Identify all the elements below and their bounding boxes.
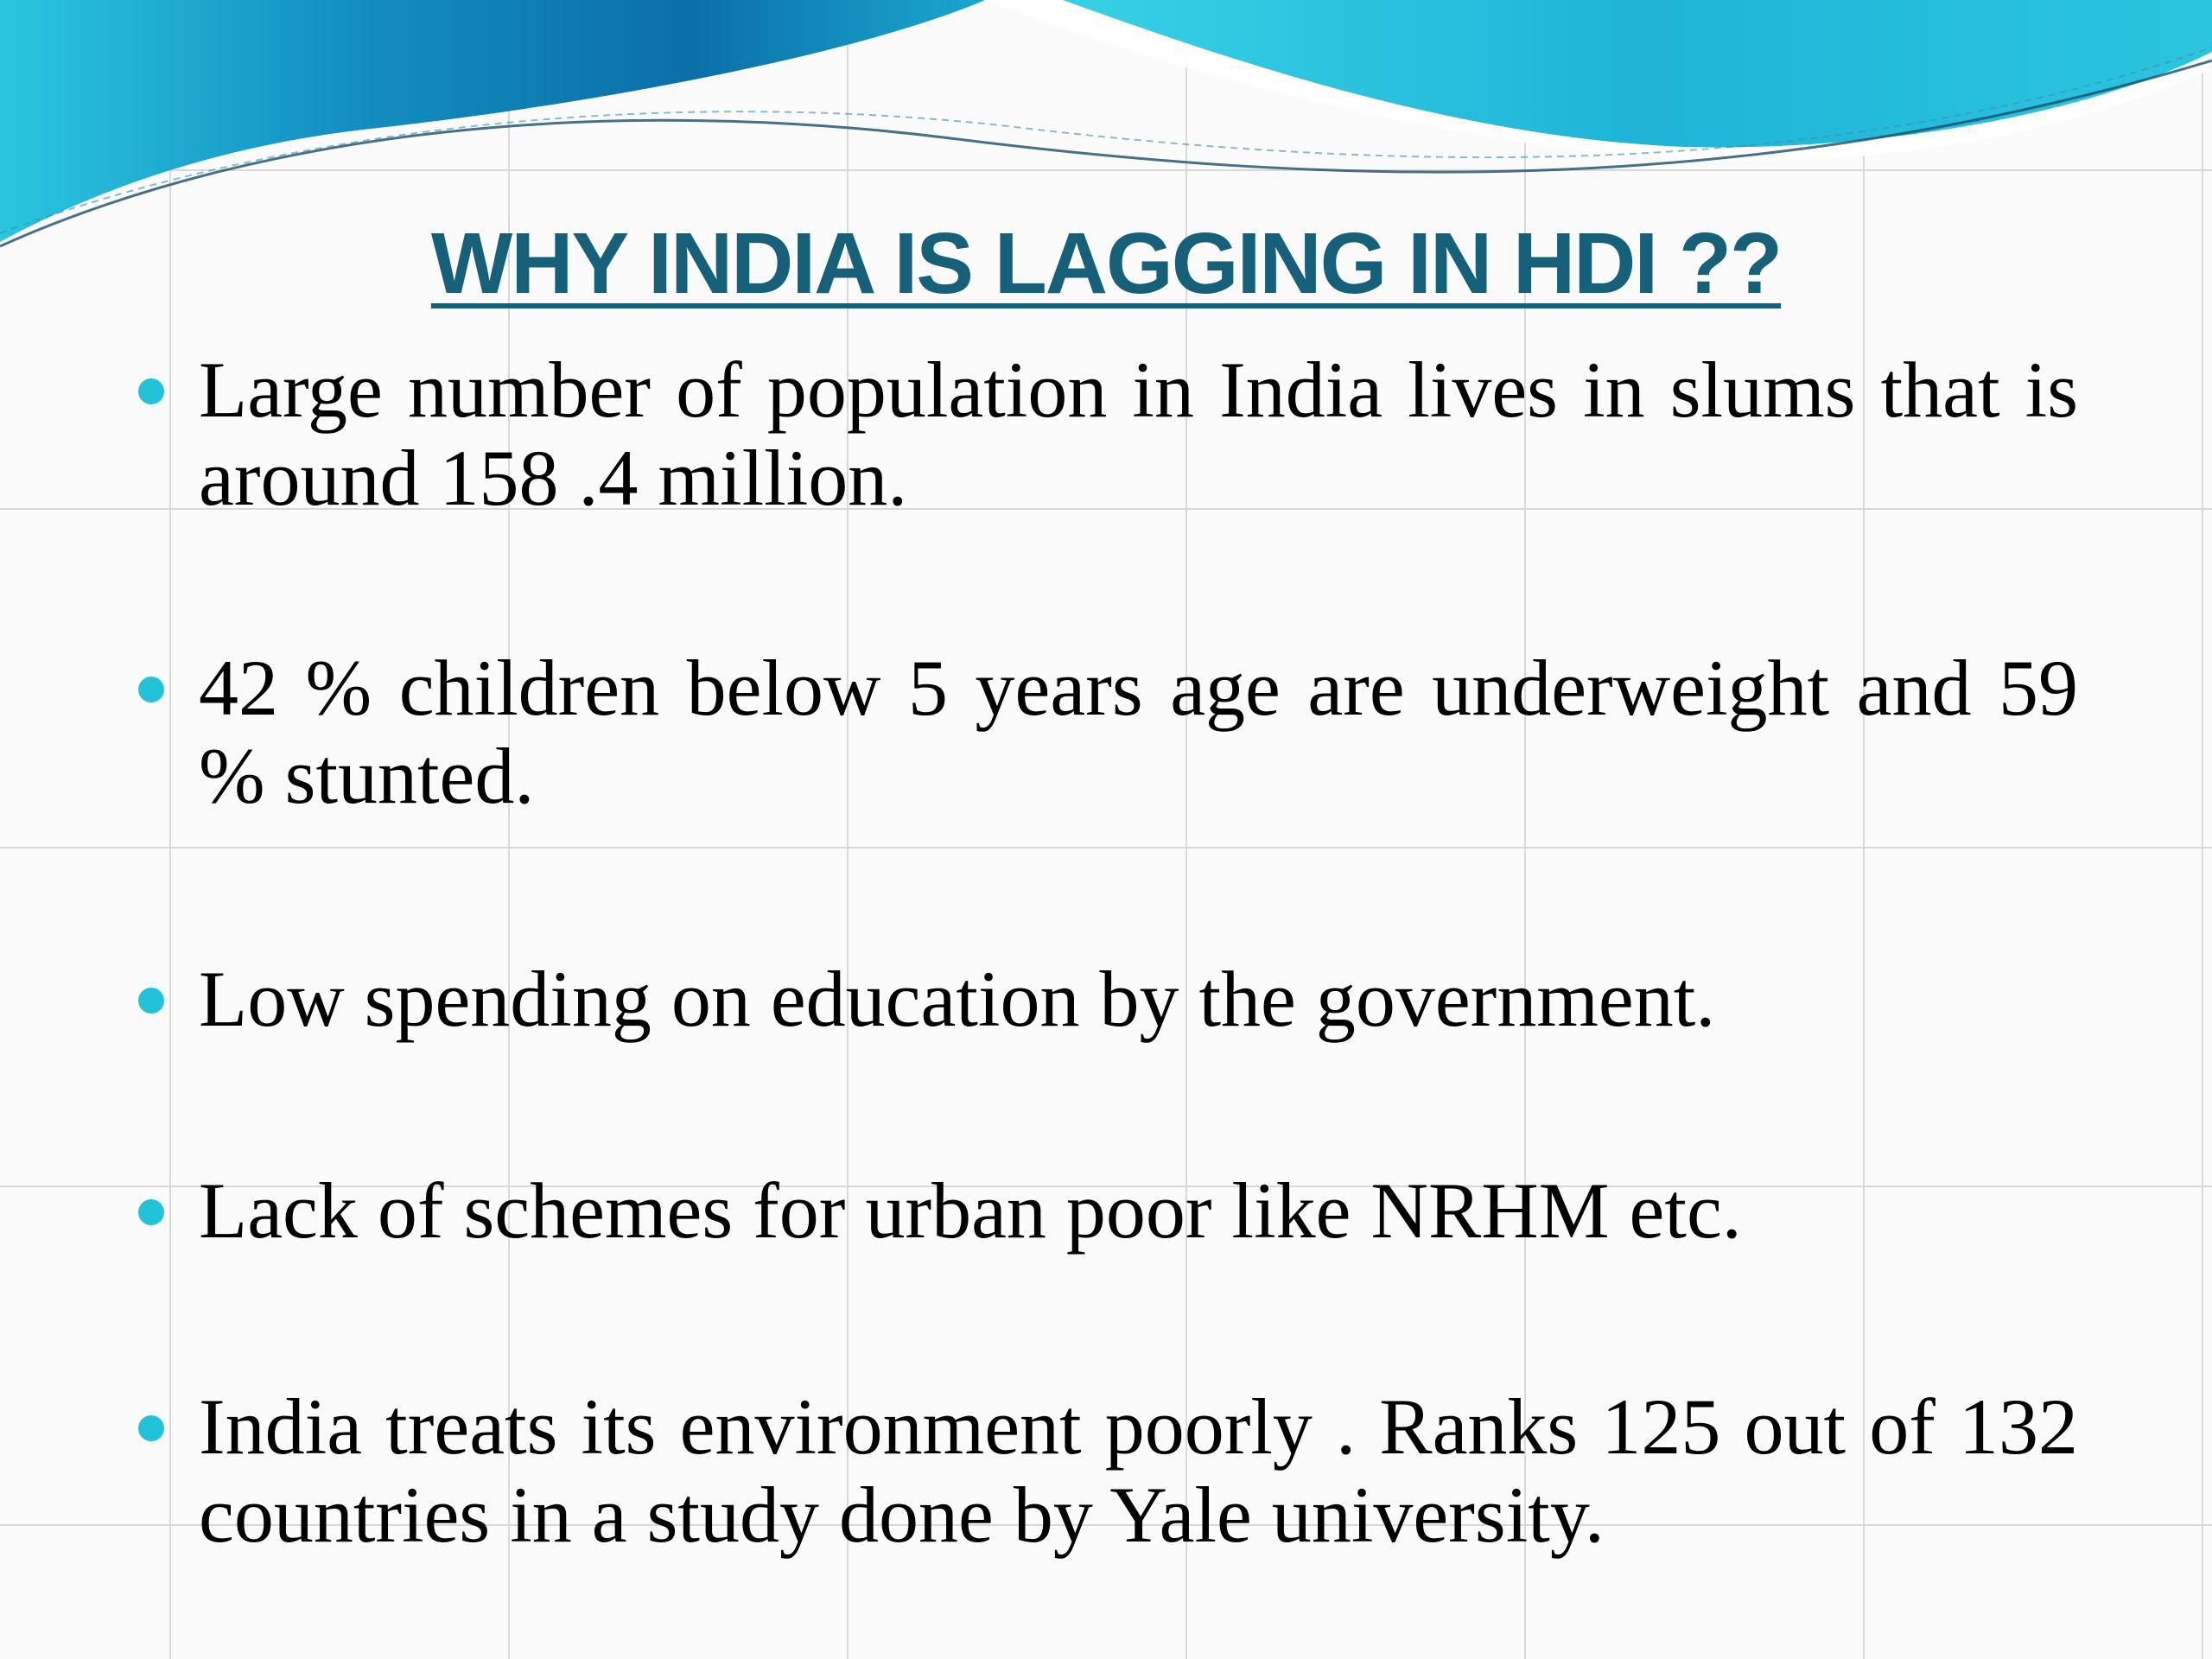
bullet-text: Lack of schemes for urban poor like NRHM etc. (199, 1166, 1742, 1255)
bullet-dot-icon (138, 1415, 164, 1441)
bullet-item (199, 644, 2078, 820)
bullet-text: 42 % children below 5 years age are underweight and 59 % stunted. (199, 644, 2078, 820)
bullet-item (199, 1166, 2078, 1255)
bullet-item (199, 346, 2078, 522)
bullet-dot-icon (138, 378, 164, 404)
bullet-dot-icon (138, 677, 164, 702)
bullet-dot-icon (138, 988, 164, 1014)
slide-title: WHY INDIA IS LAGGING IN HDI ?? (430, 215, 1782, 312)
bullet-text: Low spending on education by the government. (199, 955, 1716, 1043)
bullet-item (199, 1382, 2078, 1559)
bullet-dot-icon (138, 1199, 164, 1225)
bullet-text: Large number of population in India lives in slums that is around 158 .4 million. (199, 346, 2078, 522)
bullet-item (199, 955, 2078, 1043)
bullet-text: India treats its environment poorly . Ranks 125 out of 132 countries in a study done by Yale university. (199, 1382, 2078, 1559)
